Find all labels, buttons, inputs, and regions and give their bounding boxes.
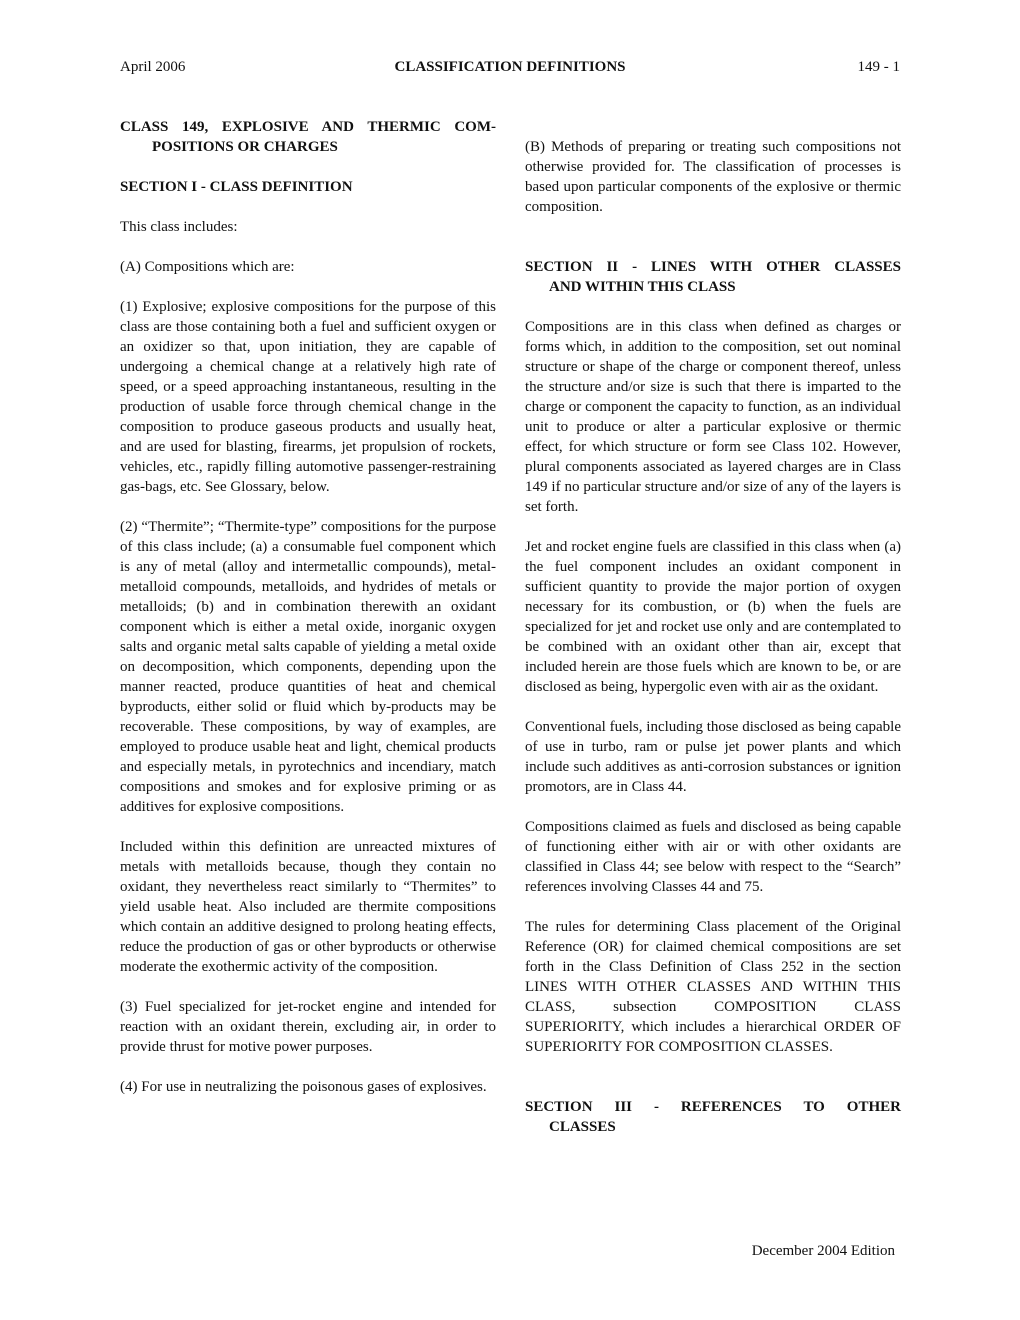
header-title: CLASSIFICATION DEFINITIONS [394, 59, 626, 75]
paragraph-rules: The rules for determining Class placement of the Original Reference (OR) for claimed chemical compositions are set forth in the Class Definition of Class 252 in the section LINES WITH OTHER CLASSES AND WITHIN THIS CLASS, subsection COMPOSITION CLASS SUPERIORITY, which includes a hierarchical ORDER OF SUPERIORITY FOR COMPOSITION CLASSES. [525, 919, 901, 1055]
left-column [120, 117, 496, 1097]
section2-heading-line2: AND WITHIN THIS CLASS [549, 279, 736, 295]
paragraph-jet-rocket: Jet and rocket engine fuels are classified in this class when (a) the fuel component includes an oxidant component in sufficient quantity to provide the major portion of oxygen necessary for its combustion, or (b) when the fuels are specialized for jet and rocket use only and are contemplated to be combined with an oxidant other than air, except that included herein are those fuels which are known to be, or are disclosed as being, hypergolic even with air as the oxidant. [525, 539, 901, 695]
paragraph-air-oxidants: Compositions claimed as fuels and disclosed as being capable of functioning either with air or with other oxidants are classified in Class 44; see below with respect to the “Search” references involving Classes 44 and 75. [525, 819, 901, 895]
b-paragraph: (B) Methods of preparing or treating such compositions not otherwise provided for. The classification of processes is based upon particular components of the explosive or thermic composition. [525, 139, 901, 215]
section3-heading-line1: SECTION III - REFERENCES TO OTHER [525, 1099, 901, 1115]
paragraph-explosive: (1) Explosive; explosive compositions for the purpose of this class are those containing both a fuel and sufficient oxygen or an oxidizer so that, upon initiation, they are capable of undergoing a chemical change at a relatively high rate of speed, or a speed approaching instantaneous, resulting in the production of usable force through chemical change in the composition to produce gaseous products and usually heat, and are used for blasting, firearms, jet propulsion of rockets, vehicles, etc., rapidly filling automotive passenger-restraining gas-bags, etc. See Glossary, below. [120, 299, 496, 495]
class-title-line2: POSITIONS OR CHARGES [152, 139, 338, 155]
class-title [120, 117, 496, 157]
section3-heading-line2: CLASSES [549, 1119, 616, 1135]
paragraph-mixtures: Included within this definition are unreacted mixtures of metals with metalloids because, though they contain no oxidant, they nevertheless react similarly to “Thermites” to yield usable heat. Also included are thermite compositions which contain an additive designed to prolong heating effects, reduce the production of gas or other byproducts or otherwise moderate the exothermic activity of the composition. [120, 839, 496, 975]
a-heading: (A) Compositions which are: [120, 259, 295, 275]
paragraph-jet-fuel: (3) Fuel specialized for jet-rocket engine and intended for reaction with an oxidant therein, excluding air, in order to provide thrust for motive power purposes. [120, 999, 496, 1055]
footer-edition: December 2004 Edition [751, 1243, 895, 1259]
paragraph-charges: Compositions are in this class when defined as charges or forms which, in addition to the composition, set out nominal structure or shape of the charge or component thereof, unless the structure and/or size is such that there is imparted to the charge or component the capacity to function, as an individual unit to produce or alter a particular explosive or thermic effect, for which structure or form see Class 102. However, plural components associated as layered charges are in Class 149 if no particular structure and/or size of any of the layers is set forth. [525, 319, 901, 515]
section2-heading-line1: SECTION II - LINES WITH OTHER CLASSES [525, 259, 901, 275]
section2-heading [525, 257, 901, 297]
paragraph-neutralizing: (4) For use in neutralizing the poisonous gases of explosives. [120, 1079, 487, 1095]
class-title-line1: CLASS 149, EXPLOSIVE AND THERMIC COM- [120, 119, 496, 135]
section3-heading [525, 1097, 901, 1137]
right-column [525, 117, 901, 1137]
header-date: April 2006 [120, 59, 186, 75]
intro-text: This class includes: [120, 219, 238, 235]
paragraph-conventional-fuels: Conventional fuels, including those disclosed as being capable of use in turbo, ram or pulse jet power plants and which include such additives as anti-corrosion substances or ignition promotors, are in Class 44. [525, 719, 901, 795]
paragraph-thermite: (2) “Thermite”; “Thermite-type” compositions for the purpose of this class include; (a) a consumable fuel component which is any of metal (alloy and intermetallic compounds), metal-metalloid compounds, metalloids, and hydrides of metals or metalloids; (b) and in combination therewith an oxidant component which is either a metal oxide, inorganic oxygen salts and organic metal salts capable of yielding a metal oxide on decomposition, which components, depending upon the manner reacted, produce quantities of heat and chemical byproducts, either solid or fluid which by-products may be recoverable. These compositions, by way of examples, are employed to produce usable heat and light, chemical products and especially metals, in pyrotechnics and incendiary, match compositions and smokes and for explosive priming or as additives for explosive compositions. [120, 519, 496, 815]
section1-heading: SECTION I - CLASS DEFINITION [120, 179, 353, 195]
header-page-number: 149 - 1 [857, 59, 900, 75]
page-header [120, 57, 900, 77]
